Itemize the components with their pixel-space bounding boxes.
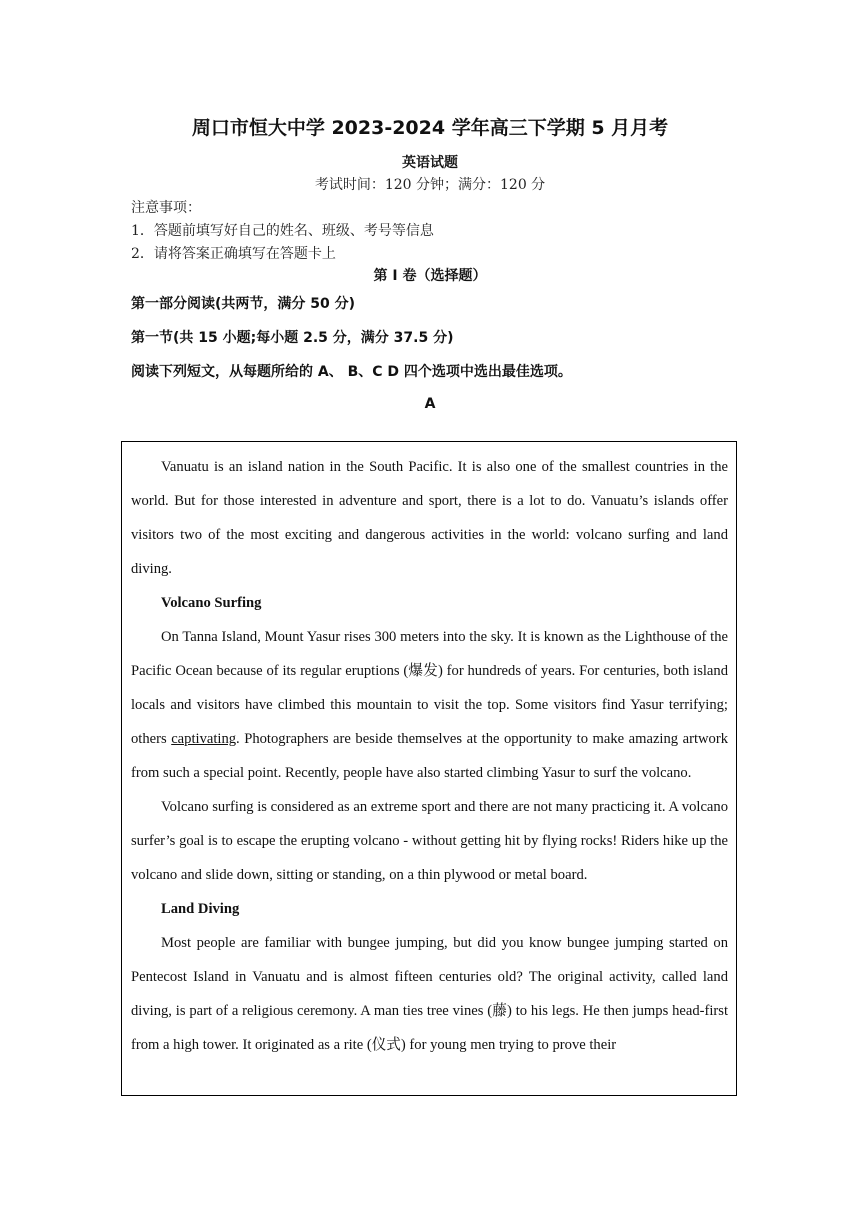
underlined-word: captivating [171, 731, 237, 747]
notes-heading: 注意事项： [131, 200, 201, 216]
exam-title: 周口市恒大中学 2023-2024 学年高三下学期 5 月月考 [191, 117, 669, 139]
reading-instructions: 阅读下列短文，从每题所给的 A、 B、C D 四个选项中选出最佳选项。 [131, 364, 572, 380]
exam-time-info: 考试时间：120 分钟；满分：120 分 [314, 177, 546, 193]
paragraph-2-part-b: . Photographers are beside themselves at the opportunity to make amazing artwork from such a special point. Recently, people have also started climbing Yasur to surf the volcano. [131, 731, 728, 781]
passage-paragraph-3: Volcano surfing is considered as an extreme sport and there are not many practicing it. A volcano surfer’s goal is to escape the erupting volcano - without getting hit by flying rocks! Riders hike up the volcano and slide down, sitting or standing, on a thin plywood or metal board. [131, 799, 728, 883]
passage-box [121, 441, 737, 1096]
paragraph-2-part-a: On Tanna Island, Mount Yasur rises 300 meters into the sky. It is known as the Lighthouse of the Pacific Ocean because of its regular eruptions (爆发) for hundreds of years. For centuries, both island locals and visitors have climbed this mountain to visit the top. Some visitors find Yasur terrifying; others [131, 629, 728, 747]
passage-text [131, 450, 728, 1062]
passage-paragraph-2 [131, 620, 728, 790]
section-one-heading: 第一节(共 15 小题;每小题 2.5 分，满分 37.5 分) [131, 330, 454, 346]
subject-title: 英语试题 [402, 155, 458, 171]
volume-title: 第 I 卷（选择题） [373, 268, 487, 284]
passage-paragraph-1: Vanuatu is an island nation in the South Pacific. It is also one of the smallest countries in the world. But for those interested in adventure and sport, there is a lot to do. Vanuatu’s islands offer visitors two of the most exciting and dangerous activities in the world: volcano surfing and land diving. [131, 459, 728, 577]
heading-land-diving: Land Diving [161, 901, 240, 917]
passage-paragraph-4: Most people are familiar with bungee jumping, but did you know bungee jumping started on Pentecost Island in Vanuatu and is almost fifteen centuries old? The original activity, called land diving, is part of a religious ceremony. A man ties tree vines (藤) to his legs. He then jumps head-first from a high tower. It originated as a rite (仪式) for young men trying to prove their [131, 935, 728, 1053]
passage-label: A [424, 396, 436, 412]
heading-volcano-surfing: Volcano Surfing [161, 595, 262, 611]
note-item-2: 2．请将答案正确填写在答题卡上 [131, 246, 336, 262]
part-one-heading: 第一部分阅读(共两节，满分 50 分) [131, 296, 356, 312]
note-item-1: 1．答题前填写好自己的姓名、班级、考号等信息 [131, 223, 434, 239]
